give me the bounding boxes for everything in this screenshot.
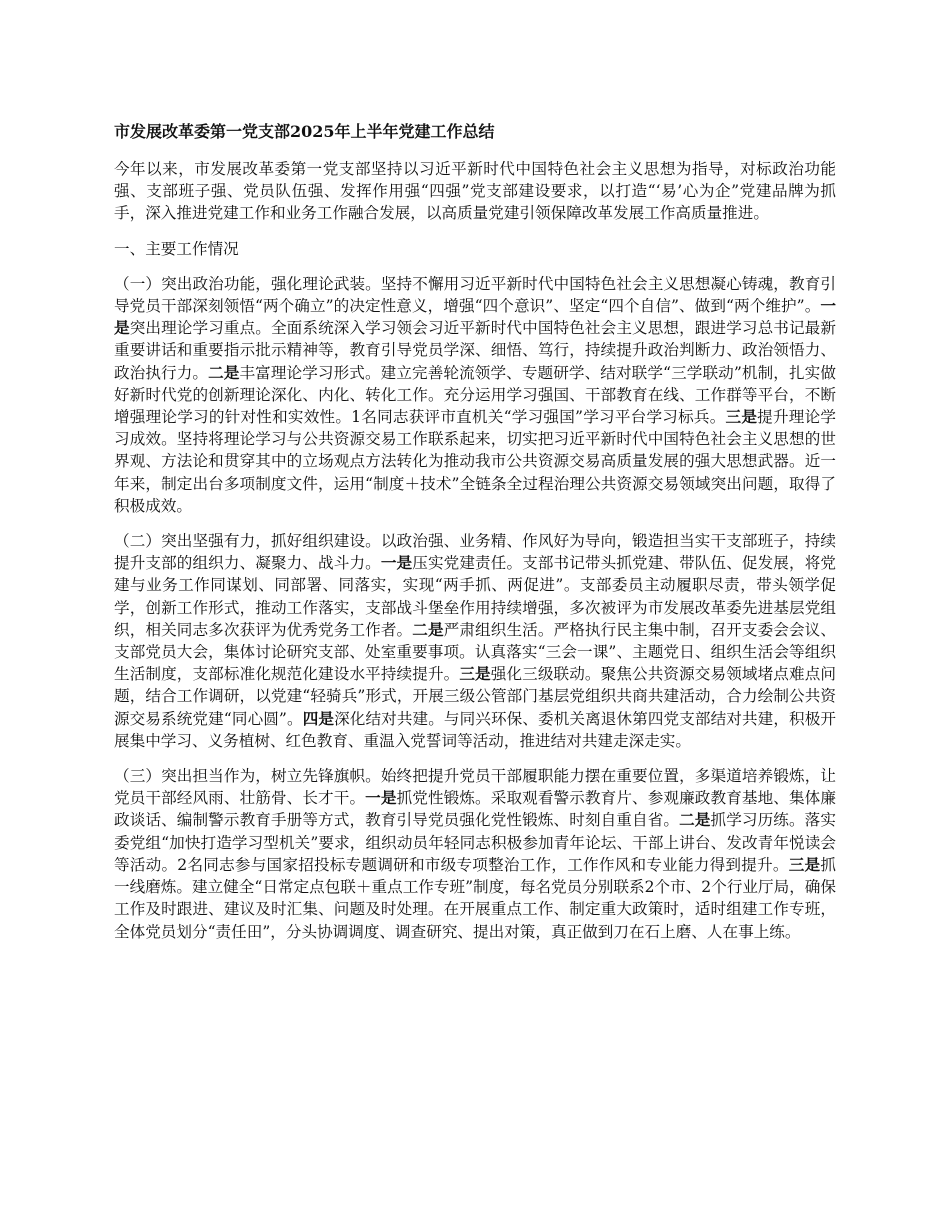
keyword-fourth: 四是 (302, 708, 335, 728)
section-heading-main-work: 一、主要工作情况 (114, 239, 239, 258)
paragraph-organization-building (114, 530, 836, 752)
intro-paragraph: 今年以来，市发展改革委第一党支部坚持以习近平新时代中国特色社会主义思想为指导，对标政治功能强、支部班子强、党员队伍强、发挥作用强“四强”党支部建设要求，以打造“‘易’心为企”党建品牌为抓手，深入推进党建工作和业务工作融合发展，以高质量党建引领保障改革发展工作高质量推进。 (114, 160, 836, 223)
keyword-first: 一是 (365, 788, 397, 808)
keyword-first: 一是 (380, 553, 413, 573)
keyword-first: 一是 (114, 296, 836, 338)
keyword-second: 二是 (412, 619, 444, 639)
document-title: 市发展改革委第一党支部2025年上半年党建工作总结 (114, 122, 495, 141)
paragraph-lead: （二）突出坚强有力，抓好组织建设。以政治强、业务精、作风好为导向，锻造担当实干支部班子，持续提升支部的组织力、凝聚力、战斗力。 (114, 532, 836, 573)
paragraph-text: 抓一线磨炼。建立健全“日常定点包联＋重点工作专班”制度，每名党员分别联系2个市、2个行业厅局，确保工作及时跟进、建议及时汇集、问题及时处理。在开展重点工作、制定重大政策时，适时组建工作专班，全体党员划分“责任田”，分头协调调度、调查研究、提出对策，真正做到刀在石上磨、人在事上练。 (114, 855, 836, 941)
paragraph-text: 深化结对共建。与同兴环保、委机关离退休第四党支部结对共建，积极开展集中学习、义务植树、红色教育、重温入党誓词等活动，推进结对共建走深走实。 (114, 709, 836, 750)
paragraph-lead: （一）突出政治功能，强化理论武装。坚持不懈用习近平新时代中国特色社会主义思想凝心铸魂，教育引导党员干部深刻领悟“两个确立”的决定性意义，增强“四个意识”、坚定“四个自信”、做到“两个维护”。 (114, 274, 836, 316)
paragraph-vanguard-role (114, 765, 836, 943)
paragraph-text: 压实党建责任。支部书记带头抓党建、带队伍、促发展，将党建与业务工作同谋划、同部署、同落实，实现“两手抓、两促进”。支部委员主动履职尽责，带头领学促学，创新工作形式，推动工作落实，支部战斗堡垒作用持续增强，多次被评为市发展改革委先进基层党组织，相关同志多次获评为优秀党务工作者。 (114, 554, 836, 639)
keyword-third: 三是 (725, 407, 758, 427)
paragraph-text: 提升理论学习成效。坚持将理论学习与公共资源交易工作联系起来，切实把习近平新时代中国特色社会主义思想的世界观、方法论和贯穿其中的立场观点方法转化为推动我市公共资源交易高质量发展的强大思想武器。近一年来，制定出台多项制度文件，运用“制度＋技术”全链条全过程治理公共资源交易领域突出问题，取得了积极成效。 (114, 408, 836, 515)
keyword-third: 三是 (459, 664, 491, 684)
document-page (114, 120, 836, 956)
paragraph-political-function (114, 273, 836, 517)
paragraph-lead: （三）突出担当作为，树立先锋旗帜。始终把提升党员干部履职能力摆在重要位置，多渠道培养锻炼，让党员干部经风雨、壮筋骨、长才干。 (114, 767, 836, 808)
paragraph-text: 强化三级联动。聚焦公共资源交易领域堵点难点问题，结合工作调研，以党建“轻骑兵”形式，开展三级公管部门基层党组织共商共建活动，合力绘制公共资源交易系统党建“同心圆”。 (114, 665, 836, 728)
paragraph-text: 严肃组织生活。严格执行民主集中制，召开支委会会议、支部党员大会，集体讨论研究支部、处室重要事项。认真落实“三会一课”、主题党日、组织生活会等组织生活制度，支部标准化规范化建设水平持续提升。 (114, 620, 836, 684)
keyword-third: 三是 (788, 854, 821, 874)
keyword-second: 二是 (208, 362, 240, 382)
keyword-second: 二是 (679, 810, 711, 830)
paragraph-text: 抓学习历练。落实委党组“加快打造学习型机关”要求，组织动员年轻同志积极参加青年论坛、干部上讲台、发改青年悦读会等活动。2名同志参与国家招投标专题调研和市级专项整治工作，工作作风和专业能力得到提升。 (114, 811, 836, 874)
paragraph-text: 丰富理论学习形式。建立完善轮流领学、专题研学、结对联学“三学联动”机制，扎实做好新时代党的创新理论深化、内化、转化工作。充分运用学习强国、干部教育在线、工作群等平台，不断增强理论学习的针对性和实效性。1名同志获评市直机关“学习强国”学习平台学习标兵。 (114, 363, 836, 427)
paragraph-text: 抓党性锻炼。采取观看警示教育片、参观廉政教育基地、集体廉政谈话、编制警示教育手册等方式，教育引导党员强化党性锻炼、时刻自重自省。 (114, 789, 836, 830)
paragraph-text: 突出理论学习重点。全面系统深入学习领会习近平新时代中国特色社会主义思想，跟进学习总书记最新重要讲话和重要指示批示精神等，教育引导党员学深、细悟、笃行，持续提升政治判断力、政治领悟力、政治执行力。 (114, 319, 836, 382)
